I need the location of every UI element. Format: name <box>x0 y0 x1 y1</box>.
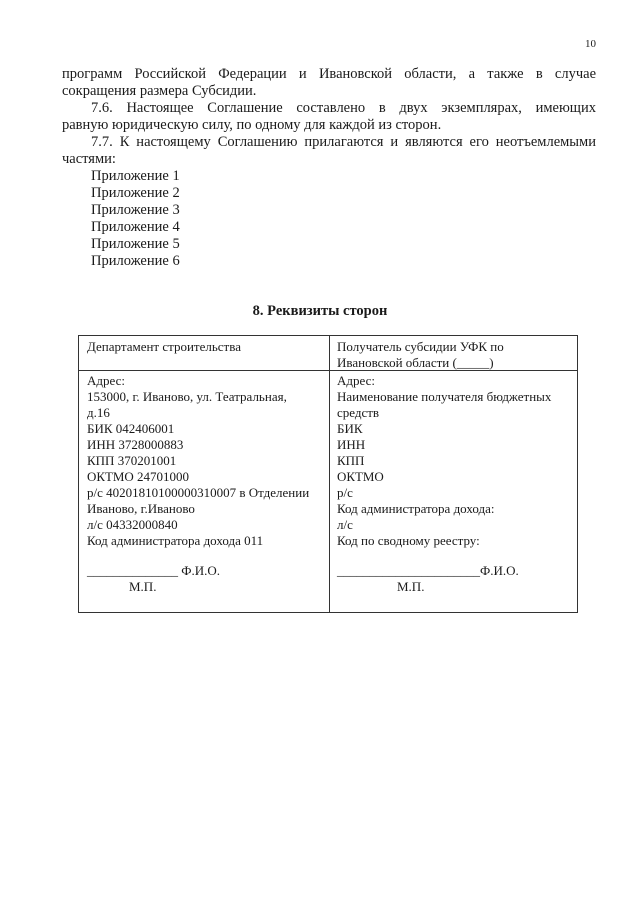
detail-line: Наименование получателя бюджетных <box>337 389 552 404</box>
detail-line: л/с 04332000840 <box>87 517 178 532</box>
left-party-header <box>87 339 323 355</box>
page-number: 10 <box>585 38 596 50</box>
right-party-details <box>337 373 573 595</box>
section-title: 8. Реквизиты сторон <box>252 303 388 319</box>
detail-line: 153000, г. Иваново, ул. Театральная, <box>87 389 287 404</box>
detail-line: р/с 40201810100000310007 в Отделении <box>87 485 310 500</box>
left-party-name: Департамент строительства <box>87 339 241 354</box>
appendix-item: Приложение 1 <box>91 168 180 184</box>
detail-line: л/с <box>337 517 353 532</box>
detail-line: Иваново, г.Иваново <box>87 501 195 516</box>
detail-line: КПП <box>337 453 365 468</box>
detail-line: ОКТМО 24701000 <box>87 469 190 484</box>
detail-line: Код администратора дохода 011 <box>87 533 264 548</box>
requisites-table <box>78 335 578 613</box>
signature-line: ______________________Ф.И.О. <box>337 563 519 578</box>
detail-line: Код администратора дохода: <box>337 501 495 516</box>
table-divider <box>329 336 330 612</box>
paragraph-line: 7.6. Настоящее Соглашение составлено в двух экземплярах, имеющих <box>91 100 596 116</box>
detail-line: средств <box>337 405 380 420</box>
detail-line: Адрес: <box>337 373 375 388</box>
paragraph-line: сокращения размера Субсидии. <box>62 83 257 99</box>
signature-line: ______________ Ф.И.О. <box>87 563 221 578</box>
appendix-item: Приложение 5 <box>91 236 180 252</box>
appendix-item: Приложение 2 <box>91 185 180 201</box>
paragraph-line: частями: <box>62 151 116 167</box>
right-party-name: Получатель субсидии УФК по <box>337 339 504 354</box>
left-party-details <box>87 373 323 595</box>
appendix-item: Приложение 3 <box>91 202 180 218</box>
stamp-label: М.П. <box>129 579 157 594</box>
detail-line: Код по сводному реестру: <box>337 533 480 548</box>
paragraph-line: равную юридическую силу, по одному для каждой из сторон. <box>62 117 442 133</box>
detail-line: ИНН 3728000883 <box>87 437 184 452</box>
detail-line: Адрес: <box>87 373 125 388</box>
detail-line: р/с <box>337 485 353 500</box>
detail-line: ОКТМО <box>337 469 384 484</box>
detail-line: д.16 <box>87 405 110 420</box>
appendix-item: Приложение 4 <box>91 219 180 235</box>
right-party-header <box>337 339 573 371</box>
paragraph-line: программ Российской Федерации и Ивановской области, а также в случае <box>62 66 596 82</box>
detail-line: БИК 042406001 <box>87 421 175 436</box>
detail-line: БИК <box>337 421 363 436</box>
appendix-item: Приложение 6 <box>91 253 180 269</box>
right-party-name: Ивановской области (_____) <box>337 355 494 370</box>
paragraph-line: 7.7. К настоящему Соглашению прилагаются и являются его неотъемлемыми <box>91 134 596 150</box>
detail-line: КПП 370201001 <box>87 453 177 468</box>
stamp-label: М.П. <box>397 579 425 594</box>
detail-line: ИНН <box>337 437 366 452</box>
